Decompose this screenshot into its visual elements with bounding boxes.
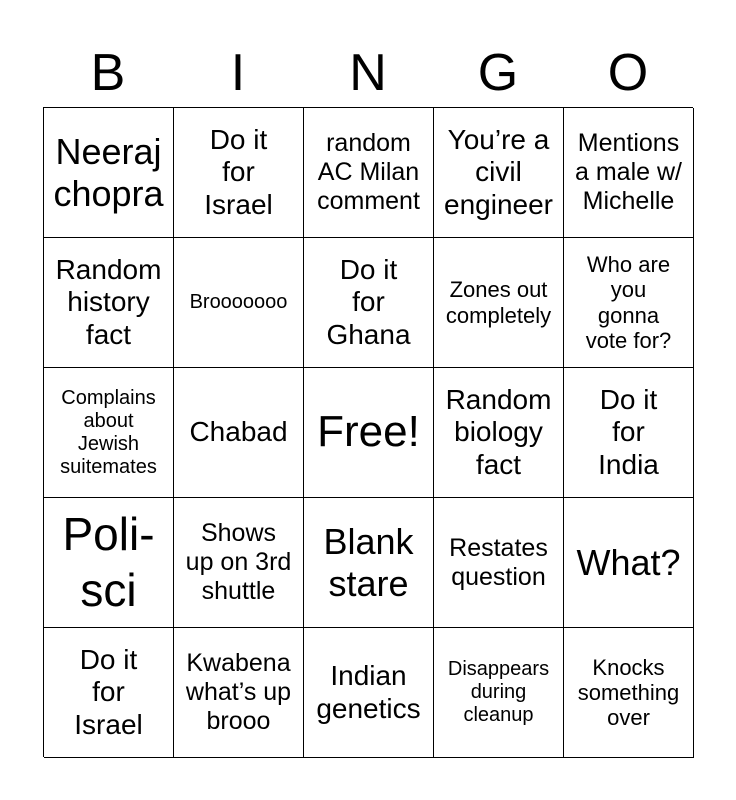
cell-text: You’re a civil engineer [444,124,553,220]
bingo-cell[interactable] [434,368,564,498]
cell-text: Do it for Israel [74,644,143,740]
header-letter-n: N [349,44,387,102]
cell-text: Brooooooo [189,291,288,313]
bingo-header [43,38,693,108]
bingo-cell[interactable] [304,498,434,628]
cell-text: Complains about Jewish suitemates [60,386,157,478]
bingo-cell[interactable] [174,498,304,628]
bingo-cell[interactable] [44,108,174,238]
header-letter-o: O [607,44,649,102]
cell-text: Random biology fact [445,384,552,480]
header-letter-b: B [90,44,126,102]
cell-text: Restates question [449,533,548,591]
cell-text: Mentions a male w/ Michelle [575,129,682,215]
bingo-cell[interactable] [304,238,434,368]
cell-text: Blank stare [323,521,414,604]
bingo-cell[interactable] [564,628,694,758]
cell-text: Poli- sci [62,508,155,616]
cell-text: Shows up on 3rd shuttle [185,519,292,605]
bingo-cell[interactable] [174,108,304,238]
bingo-cell[interactable] [44,628,174,758]
cell-text: Who are you gonna vote for? [585,251,672,353]
bingo-cell[interactable] [44,368,174,498]
cell-text: Random history fact [55,254,162,350]
cell-text: Indian genetics [316,660,421,724]
cell-text: Do it for India [598,384,659,480]
bingo-cell[interactable] [304,108,434,238]
header-letter-i: I [230,44,246,102]
bingo-cell[interactable] [564,498,694,628]
cell-text: Kwabena what’s up brooo [185,649,292,735]
bingo-grid [43,107,693,757]
bingo-cell[interactable] [174,628,304,758]
bingo-cell[interactable] [434,628,564,758]
bingo-cell[interactable] [434,238,564,368]
cell-text: Knocks something over [577,654,680,731]
cell-text: Do it for Ghana [326,254,411,350]
bingo-cell[interactable] [434,498,564,628]
bingo-cell[interactable] [44,498,174,628]
cell-text: What? [576,541,681,583]
bingo-cell[interactable] [304,628,434,758]
bingo-cell[interactable] [174,238,304,368]
bingo-cell[interactable] [564,368,694,498]
cell-text: Chabad [189,416,288,448]
cell-text: random AC Milan comment [317,129,420,215]
cell-text: Do it for Israel [204,124,273,220]
bingo-cell[interactable] [564,238,694,368]
header-letter-g: G [477,44,519,102]
cell-text: Disappears during cleanup [447,658,550,726]
bingo-cell[interactable] [44,238,174,368]
bingo-cell-free[interactable] [304,368,434,498]
cell-text: Zones out completely [445,277,552,328]
bingo-cell[interactable] [174,368,304,498]
bingo-cell[interactable] [434,108,564,238]
bingo-cell[interactable] [564,108,694,238]
free-space-text: Free! [317,407,420,457]
cell-text: Neeraj chopra [53,131,164,214]
